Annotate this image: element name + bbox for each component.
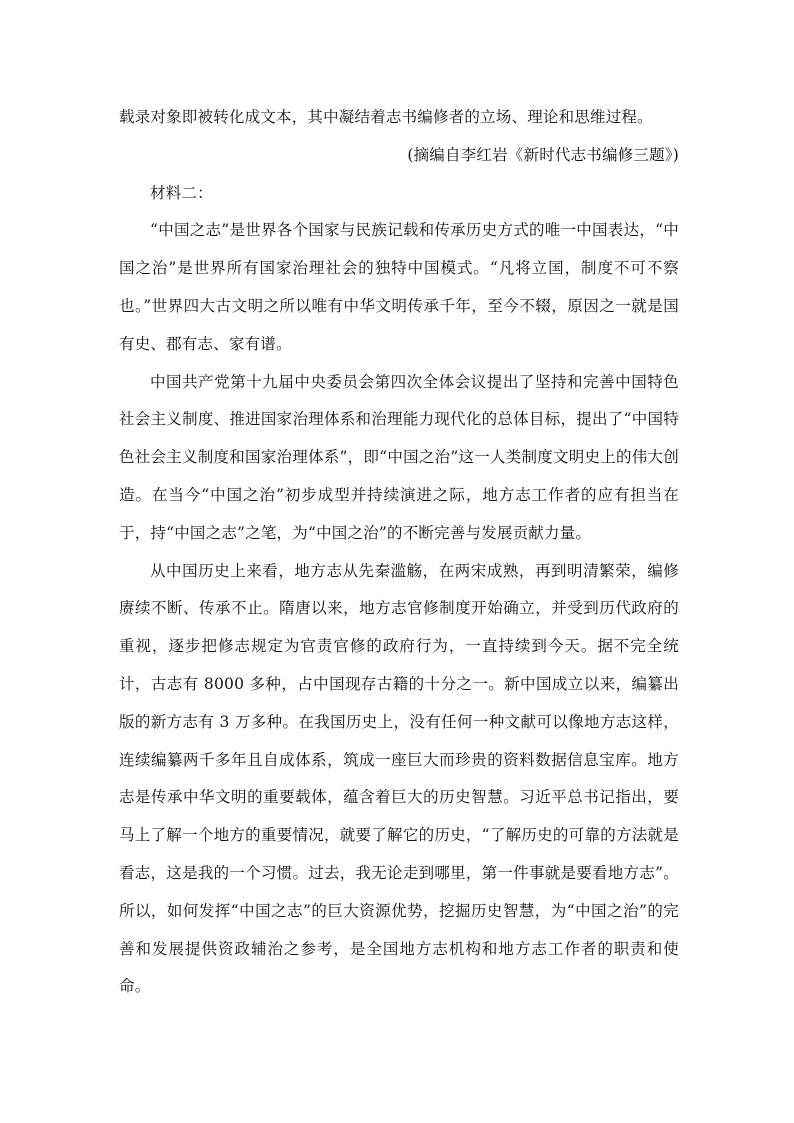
paragraph-1: “中国之志”是世界各个国家与民族记载和传承历史方式的唯一中国表达，“中国之治”是世界所有国家治理社会的独特中国模式。“凡将立国，制度不可不察也。”世界四大古文明之所以唯有中华文明传承千年，至今不辍，原因之一就是国有史、郡有志、家有谱。 [119,221,679,353]
paragraph-3: 从中国历史上来看，地方志从先秦滥觞，在两宋成熟，再到明清繁荣，编修赓续不断、传承不止。隋唐以来，地方志官修制度开始确立，并受到历代政府的重视，逐步把修志规定为官责官修的政府行为，一直持续到今天。据不完全统计，古志有 8000 多种，占中国现存古籍的十分之一。新中国成立以来，编纂出版的新方志有 3 万多种。在我国历史上，没有任何一种文献可以像地方志这样，连续编纂两千多年且自成体系，筑成一座巨大而珍贵的资料数据信息宝库。地方志是传承中华文明的重要载体，蕴含着巨大的历史智慧。习近平总书记指出，要马上了解一个地方的重要情况，就要了解它的历史，“了解历史的可靠的方法就是看志，这是我的一个习惯。过去，我无论走到哪里，第一件事就是要看地方志”。所以，如何发挥“中国之志”的巨大资源优势，挖掘历史智慧，为“中国之治”的完善和发展提供资政辅治之参考，是全国地方志机构和地方志工作者的职责和使命。 [119,561,679,996]
section-heading: 材料二： [150,183,213,202]
source-citation: (摘编自李红岩《新时代志书编修三题》) [407,145,679,164]
paragraph-2: 中国共产党第十九届中央委员会第四次全体会议提出了坚持和完善中国特色社会主义制度、推进国家治理体系和治理能力现代化的总体目标，提出了“中国特色社会主义制度和国家治理体系”，即“中国之治”这一人类制度文明史上的伟大创造。在当今“中国之治”初步成型并持续演进之际，地方志工作者的应有担当在于，持“中国之志”之笔，为“中国之治”的不断完善与发展贡献力量。 [119,372,679,542]
document-body [119,99,679,1006]
paragraph-continued: 载录对象即被转化成文本，其中凝结着志书编修者的立场、理论和思维过程。 [119,108,653,126]
